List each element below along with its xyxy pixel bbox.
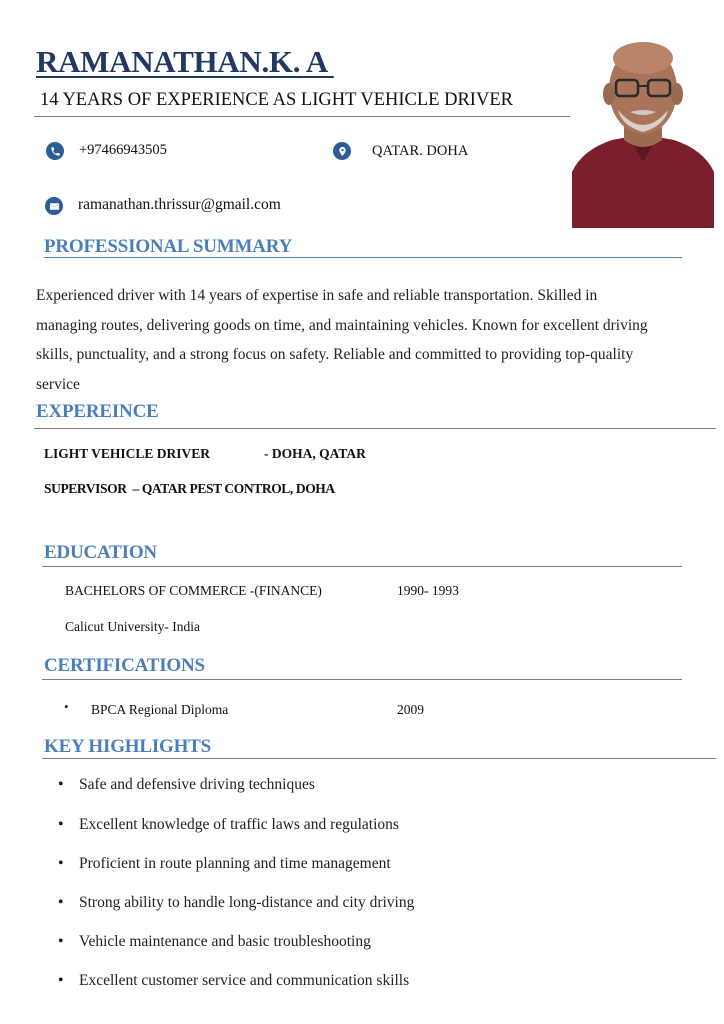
job-title: SUPERVISOR – QATAR PEST CONTROL, DOHA [44,481,335,496]
certification-year: 2009 [397,702,424,717]
location-pin-icon [333,142,351,160]
summary-line-1: Experienced driver with 14 years of expertise in safe and reliable transportation. Skilled in [36,287,598,304]
bullet-icon: • [64,699,69,714]
experience-heading: EXPEREINCE [36,401,159,422]
bullet-icon: • [58,855,64,872]
header-divider [34,116,570,117]
bullet-icon: • [58,972,64,989]
phone-number[interactable]: +97466943505 [79,142,167,158]
certification-name: BPCA Regional Diploma [91,702,229,717]
summary-line-4: service [36,375,80,393]
bullet-icon: • [58,776,64,793]
summary-text [36,281,712,399]
highlight-item: Excellent knowledge of traffic laws and regulations [79,816,399,833]
degree-years: 1990- 1993 [397,583,459,598]
highlight-item: Safe and defensive driving techniques [79,776,315,793]
institution-name: Calicut University- India [65,619,200,634]
job-location: - DOHA, QATAR [264,446,366,461]
location-text: QATAR. DOHA [372,143,469,159]
bullet-icon: • [58,816,64,833]
highlights-heading: KEY HIGHLIGHTS [44,736,212,757]
candidate-name: RAMANATHAN.K. A [36,44,334,79]
phone-icon [46,142,64,160]
experience-divider [34,428,716,429]
education-divider [42,566,682,567]
email-address[interactable]: ramanathan.thrissur@gmail.com [78,196,281,213]
highlights-divider [42,758,716,759]
summary-heading: PROFESSIONAL SUMMARY [44,236,293,257]
highlight-item: Proficient in route planning and time management [79,855,391,872]
summary-underline [44,257,682,258]
headline: 14 YEARS OF EXPERIENCE AS LIGHT VEHICLE DRIVER [40,90,513,110]
highlight-item: Vehicle maintenance and basic troubleshooting [79,933,371,950]
highlight-item: Excellent customer service and communication skills [79,972,410,989]
job-title: LIGHT VEHICLE DRIVER [44,446,211,461]
summary-line-2: managing routes, delivering goods on time, and maintaining vehicles. Known for excellent driving [36,316,648,334]
bullet-icon: • [58,894,64,911]
education-heading: EDUCATION [44,542,157,563]
highlight-item: Strong ability to handle long-distance and city driving [79,894,415,911]
certifications-heading: CERTIFICATIONS [44,655,205,676]
certifications-divider [42,679,682,680]
summary-line-3: skills, punctuality, and a strong focus on safety. Reliable and committed to providing top-quality [36,346,634,363]
email-icon [45,197,63,215]
profile-photo [572,22,714,228]
bullet-icon: • [58,933,64,950]
degree-name: BACHELORS OF COMMERCE -(FINANCE) [65,583,322,598]
